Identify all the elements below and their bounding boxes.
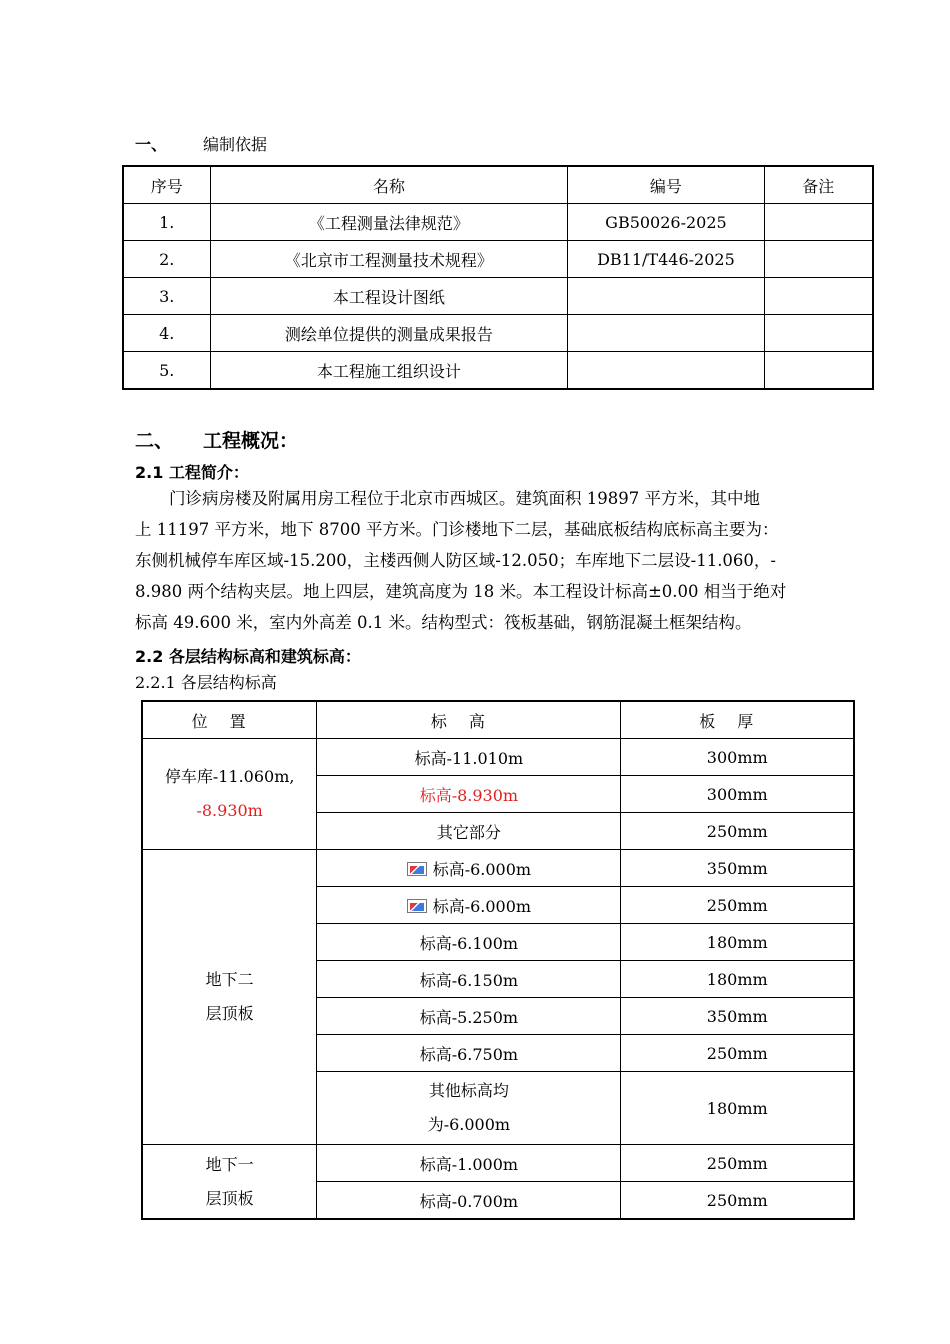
project-overview-paragraph (135, 483, 865, 638)
section1-heading (135, 132, 267, 155)
paragraph-line: 门诊病房楼及附属用房工程位于北京市西城区。建筑面积 19897 平方米，其中地 (169, 489, 760, 508)
row-code: GB50026-2025 (568, 204, 764, 241)
location-line: 地下二 (205, 970, 254, 989)
table-row (123, 315, 873, 352)
table-row (123, 352, 873, 390)
broken-image-icon (407, 899, 427, 913)
broken-image-icon (407, 862, 427, 876)
row-name: 《北京市工程测量技术规程》 (210, 241, 568, 278)
paragraph-line: 标高 49.600 米，室内外高差 0.1 米。结构型式：筏板基础，钢筋混凝土框架结构。 (135, 613, 752, 632)
thickness-cell: 300mm (621, 776, 854, 813)
row-note (764, 278, 873, 315)
header-thickness: 板厚 (621, 701, 854, 739)
row-code (568, 315, 764, 352)
paragraph-line: 东侧机械停车库区域-15.200，主楼西侧人防区域-12.050；车库地下二层设-11.060，- (135, 551, 777, 570)
header-code: 编号 (568, 166, 764, 204)
table-row (123, 278, 873, 315)
location-line-highlight: -8.930m (196, 801, 263, 820)
row-code (568, 352, 764, 390)
paragraph-line: 8.980 两个结构夹层。地上四层，建筑高度为 18 米。本工程设计标高±0.00 相当于绝对 (135, 582, 787, 601)
section1-number: 一、 (135, 135, 168, 154)
row-no: 4. (123, 315, 210, 352)
location-line: 层顶板 (205, 1004, 254, 1023)
subsection-2-2-1-title: 2.2.1 各层结构标高 (135, 673, 277, 692)
thickness-cell: 250mm (621, 1145, 854, 1182)
table-row (142, 850, 854, 887)
row-no: 2. (123, 241, 210, 278)
thickness-cell: 180mm (621, 924, 854, 961)
location-line: 层顶板 (205, 1188, 254, 1208)
header-location: 位置 (142, 701, 317, 739)
elevation-cell: 标高-6.000m (317, 850, 621, 887)
thickness-cell: 250mm (621, 1182, 854, 1220)
thickness-cell: 180mm (621, 961, 854, 998)
row-note (764, 204, 873, 241)
elevation-cell: 其他标高均 为-6.000m (317, 1072, 621, 1145)
table-header-row (123, 166, 873, 204)
elevation-cell: 标高-11.010m (317, 739, 621, 776)
row-name: 《工程测量法律规范》 (210, 204, 568, 241)
thickness-cell: 300mm (621, 739, 854, 776)
elevation-cell: 标高-6.100m (317, 924, 621, 961)
thickness-cell: 350mm (621, 850, 854, 887)
row-no: 1. (123, 204, 210, 241)
location-cell (142, 739, 317, 850)
subsection-2-2-title: 2.2 各层结构标高和建筑标高： (135, 647, 361, 666)
basis-table (122, 165, 874, 390)
thickness-cell: 250mm (621, 887, 854, 924)
location-line: 停车库-11.060m, (164, 767, 295, 786)
row-name: 本工程施工组织设计 (210, 352, 568, 390)
elevation-cell: 标高-0.700m (317, 1182, 621, 1220)
thickness-cell: 250mm (621, 813, 854, 850)
section2-heading (135, 426, 298, 453)
paragraph-line: 上 11197 平方米，地下 8700 平方米。门诊楼地下二层，基础底板结构底标高主要为： (135, 520, 779, 539)
section2-title: 工程概况： (203, 430, 299, 452)
location-cell (142, 850, 317, 1145)
elevation-cell: 标高-6.150m (317, 961, 621, 998)
thickness-cell: 350mm (621, 998, 854, 1035)
header-no: 序号 (123, 166, 210, 204)
row-note (764, 315, 873, 352)
header-name: 名称 (210, 166, 568, 204)
row-no: 5. (123, 352, 210, 390)
elevation-cell-highlight: 标高-8.930m (317, 776, 621, 813)
subsection-2-1-title: 2.1 工程简介： (135, 463, 249, 482)
thickness-cell: 250mm (621, 1035, 854, 1072)
section1-title: 编制依据 (203, 135, 268, 154)
elevation-table (141, 700, 855, 1220)
section2-number: 二、 (135, 430, 174, 452)
row-code: DB11/T446-2025 (568, 241, 764, 278)
row-note (764, 352, 873, 390)
header-elevation: 标高 (317, 701, 621, 739)
table-row (142, 1145, 854, 1182)
row-note (764, 241, 873, 278)
table-header-row (142, 701, 854, 739)
row-no: 3. (123, 278, 210, 315)
row-name: 本工程设计图纸 (210, 278, 568, 315)
row-code (568, 278, 764, 315)
table-row (123, 241, 873, 278)
location-cell (142, 1145, 317, 1220)
header-note: 备注 (764, 166, 873, 204)
table-row (142, 739, 854, 776)
table-row (123, 204, 873, 241)
elevation-cell: 标高-1.000m (317, 1145, 621, 1182)
row-name: 测绘单位提供的测量成果报告 (210, 315, 568, 352)
location-line: 地下一 (205, 1154, 254, 1174)
elevation-cell: 其它部分 (317, 813, 621, 850)
thickness-cell: 180mm (621, 1072, 854, 1145)
elevation-cell: 标高-6.750m (317, 1035, 621, 1072)
elevation-cell: 标高-5.250m (317, 998, 621, 1035)
elevation-cell: 标高-6.000m (317, 887, 621, 924)
